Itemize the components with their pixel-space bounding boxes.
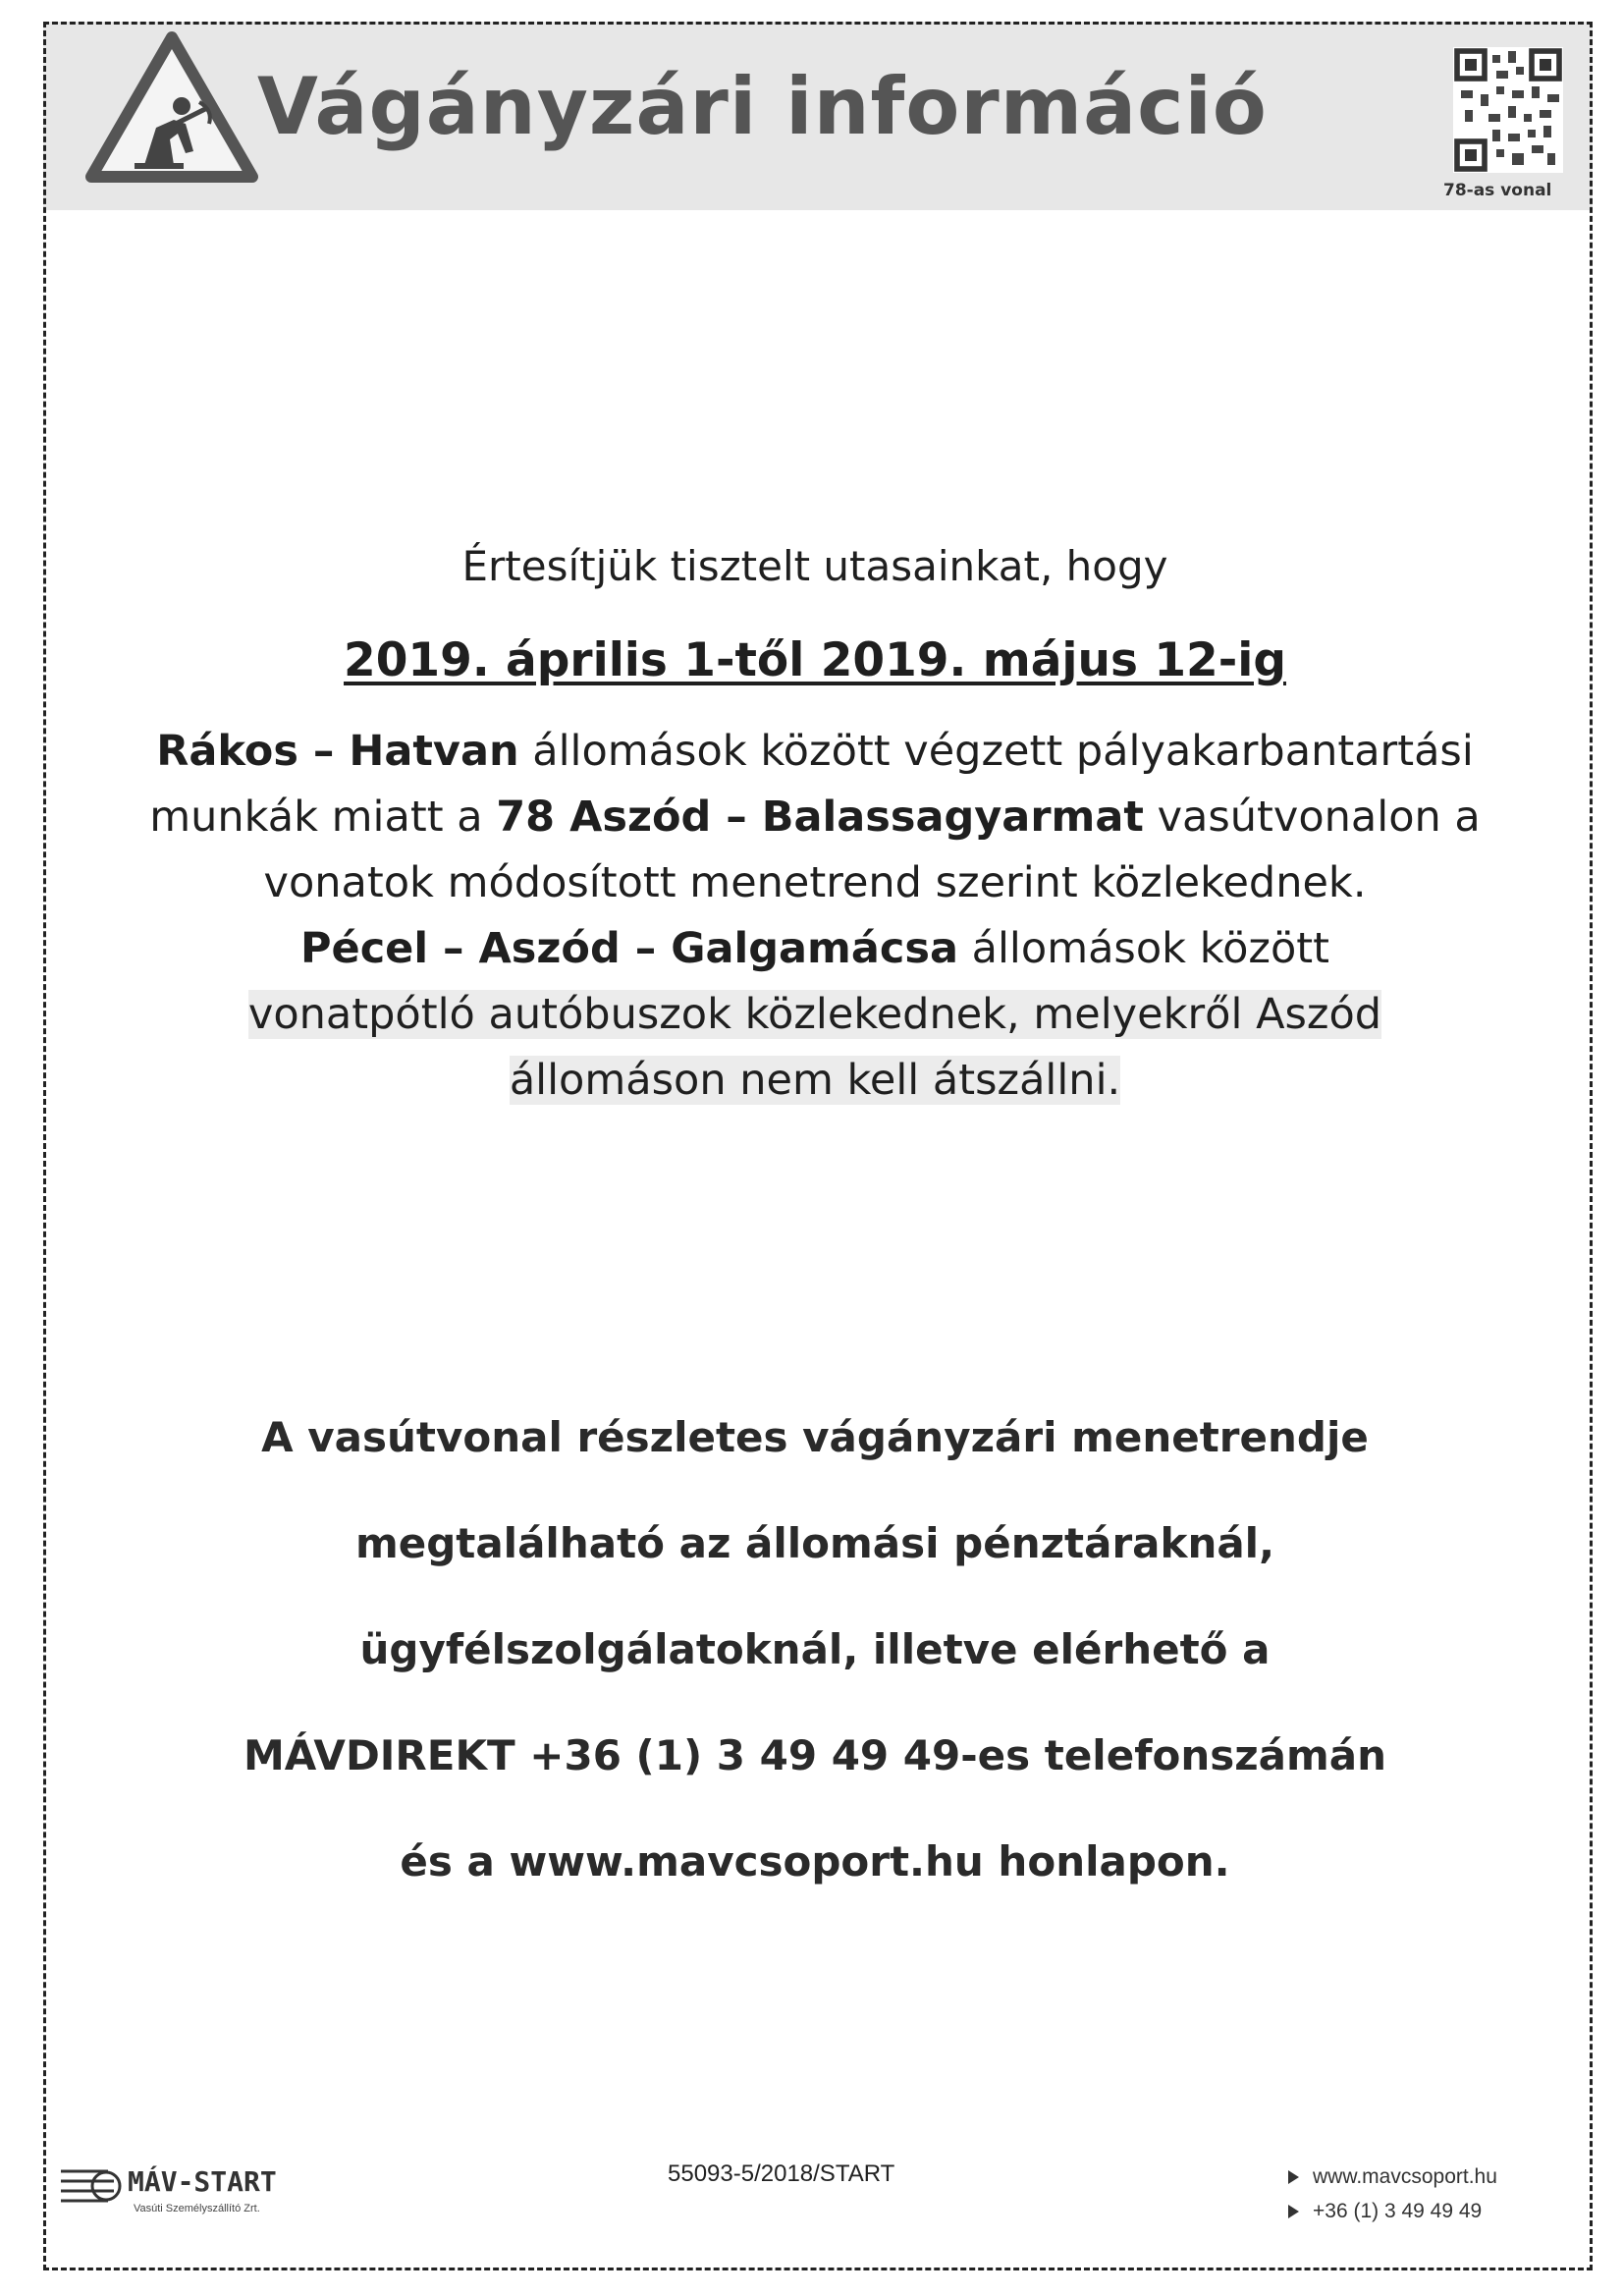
notice-intro: Értesítjük tisztelt utasainkat, hogy [461, 542, 1168, 590]
notice-line-2-rest: vasútvonalon a [1143, 793, 1481, 842]
footer-website-text: www.mavcsoport.hu [1313, 2165, 1497, 2188]
page-title: Vágányzári információ [257, 61, 1268, 152]
section-stations: Rákos – Hatvan [156, 727, 519, 776]
footer-website [1288, 2165, 1497, 2189]
footer-phone-text: +36 (1) 3 49 49 49 [1313, 2200, 1483, 2222]
notice-line-5 [79, 982, 1551, 1048]
brand-name: MÁV-START [128, 2165, 277, 2198]
info-line-2: megtalálható az állomási pénztáraknál, [354, 1519, 1275, 1567]
notice-line-6 [79, 1048, 1551, 1114]
line-label: 78-as vonal [1443, 181, 1552, 200]
mav-start-logo [57, 2156, 302, 2224]
mav-logo-icon [57, 2159, 126, 2209]
notice-line-2 [79, 785, 1551, 850]
closure-dates-text: 2019. április 1-től 2019. május 12-ig [344, 633, 1286, 687]
notice-line-6-text: állomáson nem kell átszállni. [509, 1056, 1121, 1105]
info-line-1: A vasútvonal részletes vágányzári menetrendje [261, 1413, 1369, 1461]
notice-line-5-text: vonatpótló autóbuszok közlekednek, melyekről Aszód [247, 990, 1382, 1039]
info-block [79, 1385, 1551, 1915]
arrow-right-icon [1288, 2205, 1299, 2218]
info-line-3: ügyfélszolgálatoknál, illetve elérhető a [359, 1625, 1271, 1673]
notice-line-1-rest: állomások között végzett pályakarbantartási [518, 727, 1474, 776]
brand-subtitle: Vasúti Személyszállító Zrt. [134, 2203, 260, 2214]
notice-line-3: vonatok módosított menetrend szerint közlekednek. [263, 858, 1367, 907]
document-reference: 55093-5/2018/START [668, 2160, 895, 2187]
notice-line-1 [79, 719, 1551, 785]
worker-warning-triangle-icon [83, 29, 260, 185]
footer-phone [1288, 2200, 1482, 2223]
closure-dates [79, 633, 1551, 687]
qr-code-icon [1453, 47, 1563, 173]
notice-line-2-start: munkák miatt a [149, 793, 497, 842]
bus-section-stations: Pécel – Aszód – Galgamácsa [300, 924, 958, 973]
notice-body [79, 719, 1551, 1114]
page-frame [43, 22, 1593, 2270]
notice-line-4-rest: állomások között [957, 924, 1329, 973]
notice-line-4 [79, 916, 1551, 982]
affected-line: 78 Aszód – Balassagyarmat [496, 793, 1144, 842]
info-line-4: MÁVDIREKT +36 (1) 3 49 49 49-es telefonszámán [243, 1731, 1387, 1779]
arrow-right-icon [1288, 2170, 1299, 2184]
info-line-5: és a www.mavcsoport.hu honlapon. [400, 1837, 1230, 1886]
